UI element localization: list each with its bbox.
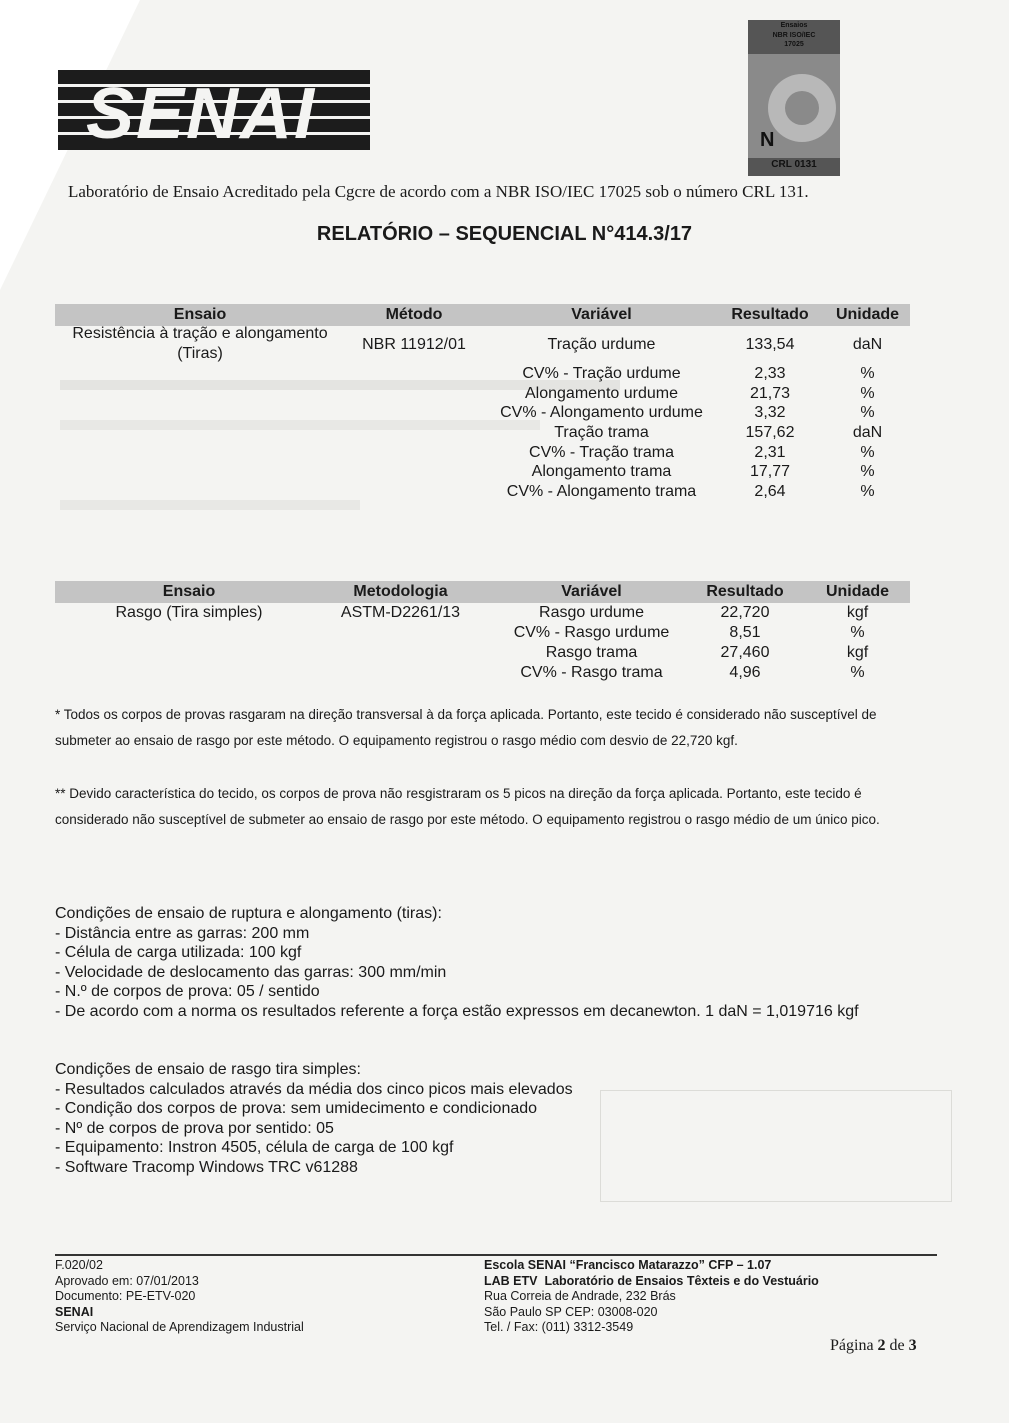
table-row-variavel: CV% - Tração urdume xyxy=(522,365,681,382)
col-variavel: Variável xyxy=(561,583,622,600)
footer-phone: Tel. / Fax: (011) 3312-3549 xyxy=(484,1320,634,1334)
table-row-variavel: CV% - Tração trama xyxy=(529,444,674,461)
table-row-resultado: 17,77 xyxy=(749,463,791,480)
col-metodologia: Metodologia xyxy=(353,583,448,600)
table-row-resultado: 2,64 xyxy=(754,483,786,500)
footer-right xyxy=(484,1258,819,1336)
accreditation-badge xyxy=(748,20,840,176)
ensaio-name: Rasgo (Tira simples) xyxy=(115,604,263,621)
senai-logo xyxy=(58,70,370,150)
table-row-resultado: 8,51 xyxy=(729,624,761,641)
conditions-title: Condições de ensaio de ruptura e alongamento (tiras): xyxy=(55,905,442,922)
table-row-variavel: CV% - Alongamento urdume xyxy=(500,404,703,421)
footer-divider xyxy=(55,1254,937,1256)
table-row-unidade: % xyxy=(860,404,875,421)
accreditation-text: Laboratório de Ensaio Acreditado pela Cgcre de acordo com a NBR ISO/IEC 17025 sob o número CRL 131. xyxy=(68,182,809,201)
table-row-resultado: 2,31 xyxy=(754,444,786,461)
table-row-unidade: % xyxy=(860,365,875,382)
table-row-variavel: Rasgo trama xyxy=(545,644,638,661)
page-total: 3 xyxy=(908,1337,917,1354)
col-unidade: Unidade xyxy=(835,306,900,323)
table-row-unidade: kgf xyxy=(846,604,869,621)
table-row-unidade: kgf xyxy=(846,644,869,661)
footer-address: Rua Correia de Andrade, 232 Brás xyxy=(484,1289,676,1303)
col-variavel: Variável xyxy=(571,306,632,323)
metodologia-value: ASTM-D2261/13 xyxy=(340,604,461,621)
logo-text: SENAI xyxy=(86,74,317,150)
table-row-variavel: CV% - Rasgo urdume xyxy=(513,624,670,641)
col-metodo: Método xyxy=(385,306,443,323)
footer-lab-code: LAB ETV xyxy=(484,1273,538,1288)
ensaio-name: Resistência à tração e alongamento xyxy=(72,325,328,342)
footer-approved: Aprovado em: 07/01/2013 xyxy=(55,1273,199,1288)
svg-text:N: N xyxy=(760,129,775,151)
table-row-variavel: CV% - Rasgo trama xyxy=(520,664,663,681)
note-2: ** Devido característica do tecido, os corpos de prova não resgistraram os 5 picos na direção da força aplicada. Portanto, este tecido é considerado não susceptível de submeter ao ensaio de rasgo por este método. O equipamento registrou o rasgo médio de um único pico. xyxy=(55,786,880,827)
report-title: RELATÓRIO – SEQUENCIAL N°414.3/17 xyxy=(316,223,693,245)
table-row-unidade: % xyxy=(850,624,865,641)
page-word: Página xyxy=(830,1337,874,1354)
condition-item: - Velocidade de deslocamento das garras: 300 mm/min xyxy=(55,963,447,981)
condition-item: - N.º de corpos de prova: 05 / sentido xyxy=(55,983,320,1000)
footer-lab-name: Laboratório de Ensaios Têxteis e do Vestuário xyxy=(544,1273,819,1288)
footer-org-full: Serviço Nacional de Aprendizagem Industrial xyxy=(55,1320,304,1334)
col-resultado: Resultado xyxy=(731,306,809,323)
footer-document: Documento: PE-ETV-020 xyxy=(55,1289,196,1303)
page-of: de xyxy=(889,1337,905,1354)
condition-item: - Célula de carga utilizada: 100 kgf xyxy=(55,944,302,961)
metodo-value: NBR 11912/01 xyxy=(362,336,466,353)
condition-item: - Software Tracomp Windows TRC v61288 xyxy=(55,1158,358,1176)
note-1: * Todos os corpos de provas rasgaram na direção transversal à da força aplicada. Portanto, este tecido é considerado não susceptível de submeter ao ensaio de rasgo por este método. O equipamento registrou o rasgo médio com desvio de 22,720 kgf. xyxy=(55,707,877,748)
table-row-variavel: Alongamento urdume xyxy=(525,385,678,402)
table-row-unidade: % xyxy=(860,483,875,500)
table-row-variavel: CV% - Alongamento trama xyxy=(506,483,697,500)
table-row-variavel: Rasgo urdume xyxy=(539,604,644,621)
table-row-resultado: 21,73 xyxy=(749,385,791,402)
badge-line2: NBR ISO/IEC xyxy=(772,31,816,39)
col-resultado: Resultado xyxy=(706,583,784,600)
condition-item: - De acordo com a norma os resultados referente a força estão expressos em decanewton. 1 daN = 1,019716 kgf xyxy=(55,1002,859,1020)
table-row-variavel: Tração trama xyxy=(554,424,649,441)
condition-item: - Condição dos corpos de prova: sem umidecimento e condicionado xyxy=(55,1100,538,1117)
badge-line1: Ensaios xyxy=(780,22,808,29)
table-row-unidade: daN xyxy=(852,336,883,353)
footer-city: São Paulo SP CEP: 03008-020 xyxy=(484,1304,658,1319)
footer-form-code: F.020/02 xyxy=(55,1258,103,1272)
condition-item: - Resultados calculados através da média dos cinco picos mais elevados xyxy=(55,1080,573,1098)
table-row-unidade: % xyxy=(860,444,875,461)
table-row-unidade: daN xyxy=(852,424,883,441)
table-row-unidade: % xyxy=(850,664,865,681)
table-row-unidade: % xyxy=(860,463,875,480)
conditions-tear xyxy=(55,1060,573,1177)
footer-left xyxy=(55,1258,304,1336)
badge-code: CRL 0131 xyxy=(771,159,817,170)
col-ensaio: Ensaio xyxy=(162,583,216,600)
page-number xyxy=(830,1337,917,1355)
condition-item: - Distância entre as garras: 200 mm xyxy=(55,924,310,942)
condition-item: - Equipamento: Instron 4505, célula de carga de 100 kgf xyxy=(55,1139,454,1156)
ensaio-subname: (Tiras) xyxy=(177,345,223,362)
conditions-rupture xyxy=(55,904,859,1021)
table-row-resultado: 27,460 xyxy=(720,644,770,661)
table-row-resultado: 4,96 xyxy=(729,664,761,681)
conditions-title: Condições de ensaio de rasgo tira simples: xyxy=(55,1061,361,1078)
page-current: 2 xyxy=(877,1337,886,1354)
table-row-resultado: 133,54 xyxy=(745,336,795,353)
table-row-unidade: % xyxy=(860,385,875,402)
badge-line3: 17025 xyxy=(784,41,804,48)
table-row-resultado: 22,720 xyxy=(720,604,770,621)
col-ensaio: Ensaio xyxy=(173,306,227,323)
table-row-variavel: Alongamento trama xyxy=(531,463,672,480)
table-row-resultado: 3,32 xyxy=(754,404,786,421)
footer-org: SENAI xyxy=(55,1304,94,1319)
footer-school: Escola SENAI “Francisco Matarazzo” CFP – 1.07 xyxy=(484,1258,772,1272)
table-row-variavel: Tração urdume xyxy=(547,336,656,353)
table-row-resultado: 2,33 xyxy=(754,365,786,382)
table-row-resultado: 157,62 xyxy=(745,424,795,441)
condition-item: - Nº de corpos de prova por sentido: 05 xyxy=(55,1119,334,1137)
col-unidade: Unidade xyxy=(825,583,890,600)
